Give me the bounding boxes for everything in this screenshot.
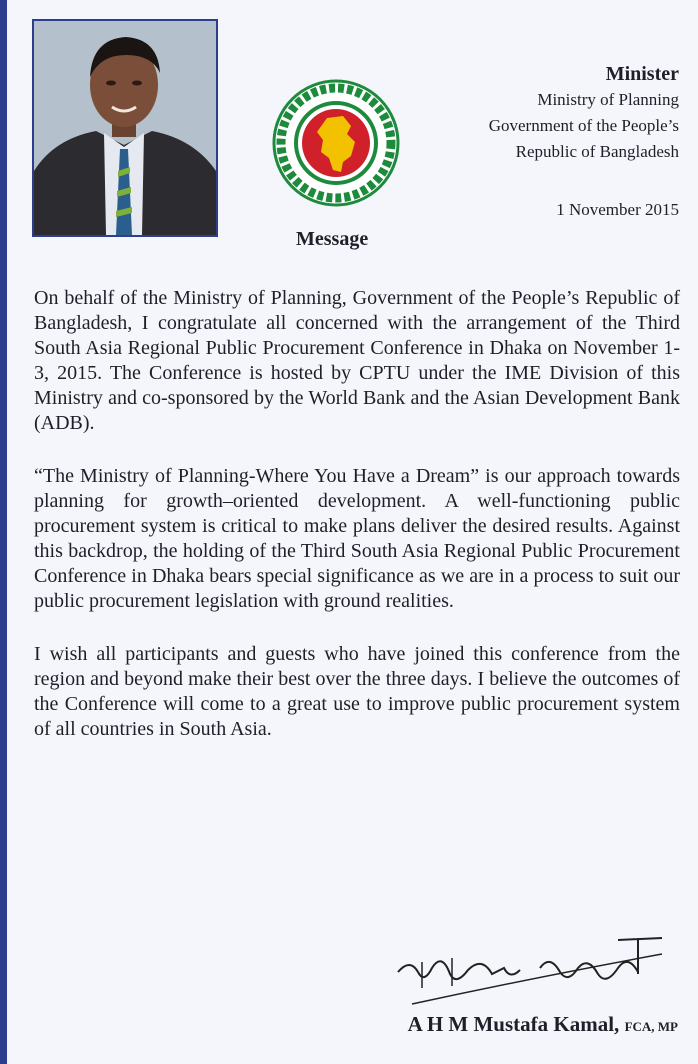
message-paragraph: “The Ministry of Planning-Where You Have a Dream” is our approach towards planning for growth–oriented development. A well-functioning public procurement system is critical to make plans deliver the desired results. Against this backdrop, the holding of the Third South Asia Regional Public Procurement Conference in Dhaka bears special significance as we are in a process to suit our public procurement legislation with ground realities. — [34, 465, 680, 612]
minister-portrait — [32, 19, 218, 237]
handwritten-signature — [392, 928, 672, 1008]
message-heading: Message — [296, 228, 369, 250]
message-paragraph: On behalf of the Ministry of Planning, Government of the People’s Republic of Bangladesh, I congratulate all concerned with the arrangement of the Third South Asia Regional Public Procurement Conference in Dhaka on November 1-3, 2015. The Conference is hosted by CPTU under the IME Division of this Ministry and co-sponsored by the World Bank and the Asian Development Bank (ADB). — [34, 287, 680, 434]
signer-name-block — [408, 1012, 678, 1037]
ministry-line: Ministry of Planning — [537, 90, 679, 109]
signer-post-nominals: FCA, MP — [624, 1019, 678, 1034]
letter-date: 1 November 2015 — [556, 200, 679, 219]
message-paragraph: I wish all participants and guests who have joined this conference from the region and beyond make their best over the three days. I believe the outcomes of the Conference will come to a great use to improve public procurement system of all countries in South Asia. — [34, 643, 680, 740]
ministry-header — [489, 61, 679, 165]
ministry-line: Government of the People’s — [488, 116, 679, 135]
signer-name: A H M Mustafa Kamal, — [407, 1012, 620, 1036]
ministry-line: Republic of Bangladesh — [515, 142, 679, 161]
message-body — [34, 286, 680, 770]
bangladesh-seal-icon — [271, 78, 401, 208]
minister-title: Minister — [605, 63, 679, 85]
left-border-rule — [0, 0, 7, 1064]
portrait-illustration — [34, 21, 216, 235]
